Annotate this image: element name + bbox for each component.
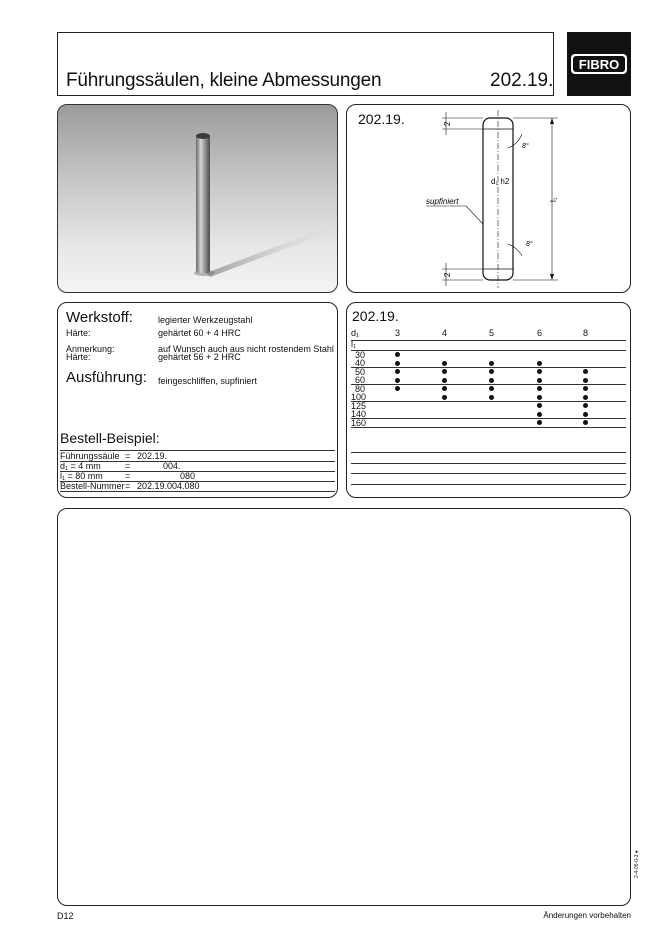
fibro-logo-graphic (567, 32, 631, 96)
ausfuehrung-value: feingeschliffen, supfiniert (158, 376, 257, 386)
werkstoff-heading: Werkstoff: (66, 309, 133, 326)
order-row-label: Bestell-Nummer (60, 481, 125, 491)
table-line (351, 473, 626, 474)
availability-dot (583, 386, 588, 391)
availability-dot (442, 361, 447, 366)
table-line (351, 367, 626, 368)
availability-dot (489, 369, 494, 374)
availability-dot (537, 420, 542, 425)
product-photo (57, 104, 338, 293)
table-line (351, 401, 626, 402)
col-header-diameter: 4 (442, 328, 448, 338)
order-row-eq: = (125, 471, 131, 481)
availability-dot (442, 378, 447, 383)
haerte2-value: gehärtet 56 + 2 HRC (158, 352, 241, 362)
order-row-value: 202.19.004.080 (137, 481, 200, 491)
row-length: 140 (351, 409, 367, 419)
row-length: 125 (351, 400, 367, 411)
fibro-logo (567, 32, 631, 96)
row-length: 100 (351, 392, 367, 402)
availability-dot (537, 395, 542, 400)
drawing-code: 202.19. (358, 111, 405, 127)
order-row-label: d₁ = 4 mm (60, 461, 101, 471)
table-line (351, 463, 626, 464)
availability-dot (583, 412, 588, 417)
availability-dot (537, 378, 542, 383)
surface-note: supfiniert (426, 197, 459, 206)
availability-dot (489, 386, 494, 391)
col-header-diameter: 6 (537, 328, 543, 338)
order-row-label: Führungssäule (60, 451, 120, 461)
availability-dot (395, 378, 400, 383)
anmerkung-value: auf Wunsch auch aus nicht rostendem Stahl (158, 344, 334, 354)
table-line (351, 484, 626, 485)
order-row-eq: = (125, 481, 131, 491)
availability-dot (442, 369, 447, 374)
order-row-value: 004. (163, 461, 181, 471)
row-length: 60 (355, 375, 366, 385)
ausfuehrung-heading: Ausführung: (66, 369, 147, 386)
order-heading: Bestell-Beispiel: (60, 430, 160, 446)
row-length: 160 (351, 417, 367, 428)
table-line (351, 418, 626, 419)
table-line (351, 350, 626, 351)
dim-top: 2 (443, 121, 452, 126)
row-length: 40 (355, 358, 366, 368)
availability-dot (583, 395, 588, 400)
page-number: D12 (57, 911, 74, 921)
availability-dot (489, 378, 494, 383)
order-row-label: l₁ = 80 mm (60, 471, 103, 481)
catalog-code: 202.19. (490, 70, 554, 91)
table-header-line (351, 340, 626, 341)
diameter-label: d₁ h2 (491, 177, 510, 186)
availability-dot (395, 369, 400, 374)
availability-dot (489, 395, 494, 400)
availability-dot (395, 352, 400, 357)
page-title: Führungssäulen, kleine Abmessungen (66, 70, 382, 91)
logo-text: FIBRO (578, 57, 620, 72)
table-line (351, 452, 626, 453)
order-row-value: 080 (180, 471, 196, 481)
col-header-diameter: 5 (489, 328, 495, 338)
availability-dot (537, 361, 542, 366)
row-length: 80 (355, 383, 366, 394)
availability-dot (395, 361, 400, 366)
angle-bottom: 8° (526, 241, 533, 248)
row-length: 50 (355, 366, 366, 377)
anmerkung-label: Anmerkung: (66, 344, 115, 354)
row-header-l: l₁ (351, 339, 357, 349)
col-header-d: d₁ (351, 328, 360, 338)
order-row-line (60, 491, 335, 492)
guide-pillar-photo (58, 105, 338, 293)
table-line (351, 427, 626, 428)
availability-dot (537, 386, 542, 391)
haerte2-label: Härte: (66, 352, 91, 362)
order-row-eq: = (125, 461, 131, 471)
availability-dot (537, 412, 542, 417)
col-header-diameter: 8 (583, 328, 589, 338)
availability-dot (442, 386, 447, 391)
length-label: l₁ (549, 197, 558, 202)
footer-note: Änderungen vorbehalten (543, 911, 631, 920)
dim-bottom: 2 (443, 272, 452, 277)
availability-dot (583, 378, 588, 383)
order-row-value: 202.19. (137, 451, 168, 461)
availability-dot (583, 420, 588, 425)
availability-dot (583, 403, 588, 408)
empty-content-box (57, 508, 631, 906)
size-table-code: 202.19. (352, 308, 399, 324)
werkstoff-value: legierter Werkzeugstahl (158, 315, 253, 325)
availability-dot (442, 395, 447, 400)
col-header-diameter: 3 (395, 328, 401, 338)
technical-drawing (346, 104, 631, 293)
row-length: 30 (355, 349, 366, 360)
side-code: 2-4-05-0-3 ● (634, 850, 640, 878)
availability-dot (537, 369, 542, 374)
haerte-label: Härte: (66, 328, 91, 338)
table-line (351, 384, 626, 385)
angle-top: 8° (522, 143, 529, 150)
order-row-eq: = (125, 451, 131, 461)
availability-dot (489, 361, 494, 366)
availability-dot (583, 369, 588, 374)
availability-dot (537, 403, 542, 408)
order-row-line (60, 461, 335, 462)
haerte-value: gehärtet 60 + 4 HRC (158, 328, 241, 338)
availability-dot (395, 386, 400, 391)
